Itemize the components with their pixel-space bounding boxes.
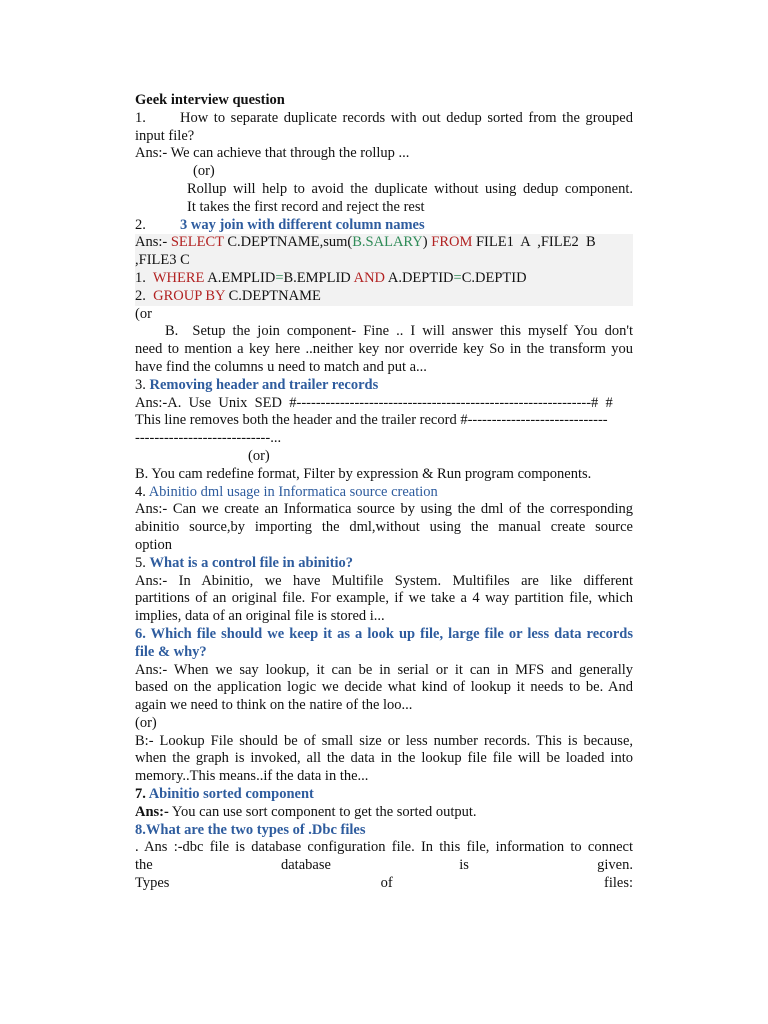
answer-6-line3: again we need to think on the natire of the loo... — [135, 697, 413, 714]
answer-3-line2: This line removes both the header and the trailer record #----------------------------- — [135, 412, 608, 429]
document-body — [135, 92, 633, 893]
answer-text: You can use sort component to get the sorted output. — [168, 803, 477, 820]
answer-3-line3: ----------------------------... — [135, 430, 282, 447]
sql-text: B.EMPLID — [283, 269, 354, 286]
answer-5-line2: partitions of an original file. For example, if we take a 4 way partition file, which — [135, 590, 633, 607]
question-7 — [135, 786, 633, 804]
question-text: 3 way join with different column names — [180, 216, 425, 233]
sql-text: 1. — [135, 269, 153, 286]
question-text: Removing header and trailer records — [149, 376, 379, 393]
answer-8-line2 — [135, 857, 633, 875]
sql-text: FILE1 A ,FILE2 B — [472, 234, 596, 251]
word: is — [459, 857, 469, 874]
sql-text: C.DEPTID — [461, 269, 527, 286]
question-5 — [135, 555, 633, 573]
sql-keyword-from: FROM — [431, 234, 473, 251]
question-text: Abinitio dml usage in Informatica source creation — [148, 483, 438, 500]
answer-8-line1: . Ans :-dbc file is database configuration file. In this file, information to connect — [135, 839, 633, 856]
question-number: 3. — [135, 376, 150, 393]
answer-6-line2: based on the application logic we decide what kind of lookup it needs to be. And — [135, 679, 633, 696]
sql-text: C.DEPTNAME,sum( — [223, 234, 353, 251]
answer-1-alt-line1: Rollup will help to avoid the duplicate without using dedup component. — [187, 180, 633, 197]
answer-3-alt: B. You cam redefine format, Filter by expression & Run program components. — [135, 465, 592, 482]
question-number: 7. — [135, 786, 149, 803]
question-2 — [135, 217, 633, 235]
question-text: Abinitio sorted component — [148, 786, 314, 803]
answer-label: Ans:- — [135, 803, 169, 820]
word: the — [135, 857, 153, 874]
sql-operator: = — [275, 269, 284, 286]
answer-1-alt-line2: It takes the first record and reject the rest — [187, 198, 425, 215]
question-3 — [135, 377, 633, 395]
sql-text: ) — [422, 234, 432, 251]
page-title: Geek interview question — [135, 92, 285, 108]
question-8: 8.What are the two types of .Dbc files — [135, 821, 366, 838]
question-4 — [135, 484, 633, 502]
or-separator: (or — [135, 305, 152, 322]
sql-keyword-group-by: GROUP BY — [153, 287, 225, 304]
question-number: 1. — [135, 109, 146, 126]
sql-text: 2. — [135, 287, 154, 304]
sql-text: C.DEPTNAME — [224, 287, 321, 304]
answer-5-line1: Ans:- In Abinitio, we have Multifile System. Multifiles are like different — [135, 572, 633, 589]
sql-operator: = — [453, 269, 462, 286]
sql-keyword-and: AND — [353, 269, 386, 286]
or-separator: (or) — [248, 447, 270, 464]
question-1-continued: input file? — [135, 127, 195, 144]
question-1 — [135, 110, 633, 128]
answer-6-alt-line3: memory..This means..if the data in the... — [135, 768, 369, 785]
answer-4-line2: abinitio source,by importing the dml,without using the manual create source — [135, 519, 633, 536]
or-separator: (or) — [135, 714, 157, 731]
answer-5-line3: implies, data of an original file is stored i... — [135, 608, 385, 625]
question-text: What is a control file in abinitio? — [149, 554, 354, 571]
word: Types — [135, 875, 170, 892]
word: database — [281, 857, 331, 874]
sql-where-line — [135, 270, 633, 288]
answer-label: Ans:- — [135, 234, 171, 251]
question-number: 5. — [135, 554, 150, 571]
sql-keyword-select: SELECT — [170, 234, 224, 251]
or-separator: (or) — [193, 163, 215, 180]
sql-text: A.DEPTID — [385, 269, 454, 286]
answer-2-alt-line2: need to mention a key here ..neither key nor override key So in the transform you — [135, 341, 633, 358]
word: files: — [604, 875, 633, 892]
question-number: 4. — [135, 483, 149, 500]
answer-7 — [135, 804, 633, 822]
answer-4-line3: option — [135, 536, 173, 553]
question-text: How to separate duplicate records with out dedup sorted from the grouped — [180, 109, 633, 126]
option-label: B. — [165, 323, 179, 340]
sql-select-line — [135, 234, 633, 252]
word: of — [380, 875, 393, 892]
sql-text: B.SALARY — [352, 234, 423, 251]
answer-3-line1: Ans:-A. Use Unix SED #-------------------------------------------------------------# # — [135, 394, 613, 411]
answer-6-alt-line2: when the graph is invoked, all the data in the lookup file file will be loaded into — [135, 750, 633, 767]
answer-2-alt-line3: have find the columns u need to match and put a... — [135, 358, 427, 375]
question-number: 2. — [135, 216, 146, 233]
answer-6-line1: Ans:- When we say lookup, it can be in serial or it can in MFS and generally — [135, 661, 633, 678]
answer-text: Setup the join component- Fine .. I will answer this myself You don't — [192, 323, 633, 340]
answer-6-alt-line1: B:- Lookup File should be of small size or less number records. This is because, — [135, 732, 633, 749]
word: given. — [597, 857, 633, 874]
question-6-line1: 6. Which file should we keep it as a look up file, large file or less data records — [135, 625, 633, 642]
sql-group-line — [135, 288, 633, 306]
sql-from-line: ,FILE3 C — [135, 252, 633, 270]
question-6-line2: file & why? — [135, 643, 207, 660]
sql-keyword-where: WHERE — [152, 269, 205, 286]
answer-1: Ans:- We can achieve that through the rollup ... — [135, 145, 410, 162]
answer-8-line3 — [135, 875, 633, 893]
answer-2-alt-line1 — [135, 323, 633, 341]
sql-text: A.EMPLID — [204, 269, 276, 286]
answer-4-line1: Ans:- Can we create an Informatica source by using the dml of the corresponding — [135, 501, 633, 518]
